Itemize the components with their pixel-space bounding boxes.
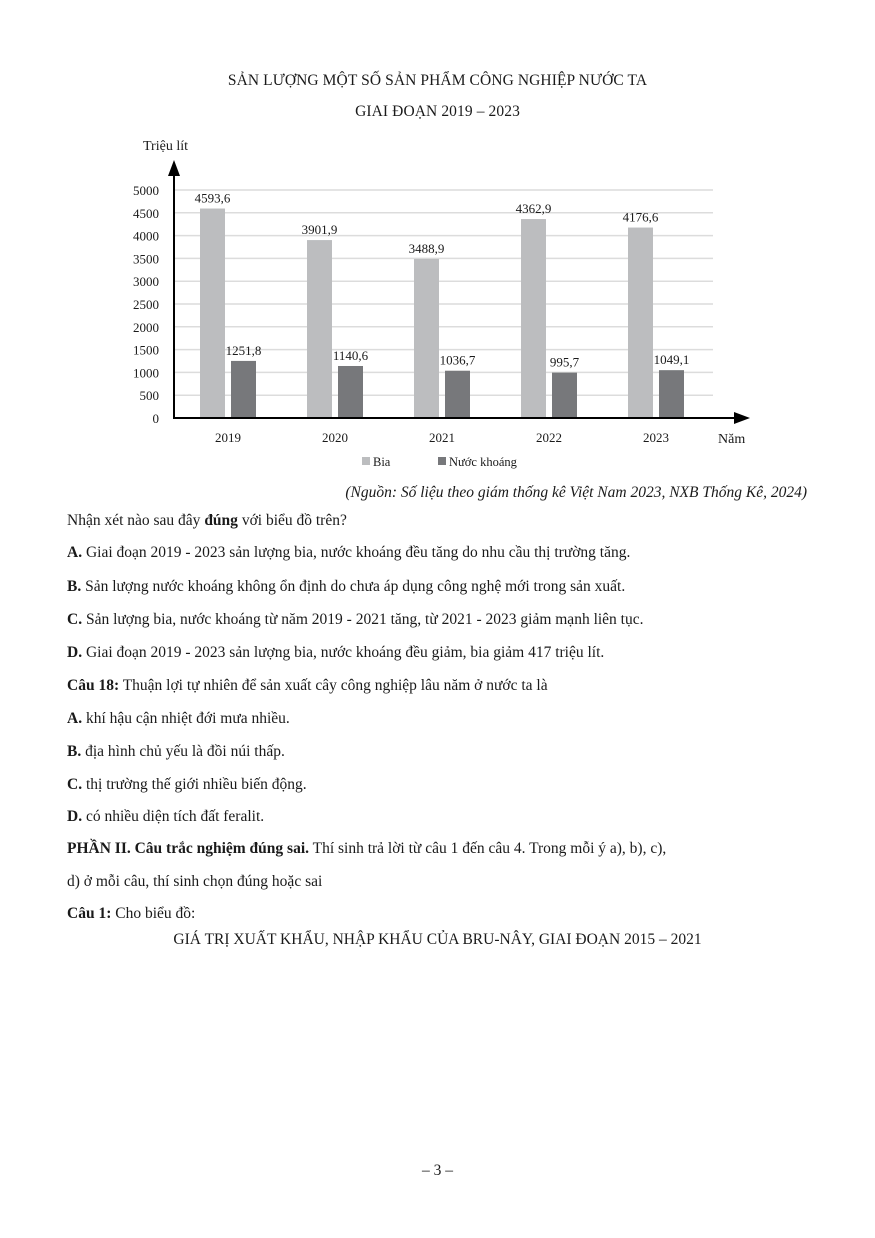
- option-letter: D.: [67, 644, 83, 661]
- y-tick-label: 4500: [133, 205, 159, 221]
- question-17-prompt: [67, 512, 347, 530]
- option-text: có nhiều diện tích đất feralit.: [82, 808, 265, 825]
- bar-chart: [0, 0, 875, 480]
- part-2-instruction: d) ở mỗi câu, thí sinh chọn đúng hoặc sai: [67, 873, 323, 890]
- question-label: Câu 18:: [67, 677, 120, 694]
- legend-label: Bia: [373, 455, 391, 469]
- option-text: Sản lượng nước khoáng không ổn định do chưa áp dụng công nghệ mới trong sản xuất.: [81, 578, 626, 595]
- x-ticks: [215, 430, 669, 445]
- part-2-heading: [67, 840, 666, 858]
- legend-label: Nước khoáng: [449, 455, 517, 469]
- option-letter: A.: [67, 710, 83, 727]
- y-tick-label: 0: [152, 411, 159, 426]
- y-tick-label: 5000: [133, 183, 159, 198]
- bar-nuoc-khoang: [231, 361, 256, 418]
- bar-nuoc-khoang: [659, 370, 684, 418]
- y-tick-label: 3500: [133, 251, 159, 267]
- option-text: Sản lượng bia, nước khoáng từ năm 2019 - 2021 tăng, từ 2021 - 2023 giảm mạnh liên tục.: [82, 611, 644, 628]
- data-label: 4362,9: [515, 201, 552, 217]
- x-tick-label: 2021: [429, 430, 455, 445]
- x-axis-arrow-icon: [734, 412, 750, 424]
- data-label: 1049,1: [653, 352, 690, 368]
- bar-bia: [414, 259, 439, 418]
- q17-option-b: [67, 578, 625, 596]
- question-18-prompt: [67, 677, 548, 695]
- chart-source: (Nguồn: Số liệu theo giám thống kê Việt Nam 2023, NXB Thống Kê, 2024): [345, 484, 807, 501]
- question-label: Câu 1:: [67, 905, 112, 922]
- data-label: 3901,9: [301, 222, 338, 238]
- q18-option-b: [67, 743, 285, 761]
- data-labels: [195, 191, 690, 370]
- y-axis-label: Triệu lít: [143, 139, 188, 154]
- option-letter: B.: [67, 743, 82, 760]
- bar-nuoc-khoang: [552, 373, 577, 418]
- bar-bia: [200, 209, 225, 418]
- y-tick-label: 1500: [133, 342, 159, 358]
- option-text: khí hậu cận nhiệt đới mưa nhiều.: [82, 710, 290, 727]
- y-axis-arrow-icon: [168, 160, 180, 176]
- option-text: thị trường thế giới nhiều biến động.: [82, 776, 307, 793]
- option-text: Giai đoạn 2019 - 2023 sản lượng bia, nước khoáng đều tăng do nhu cầu thị trường tăng.: [82, 544, 631, 561]
- q18-option-c: [67, 776, 307, 794]
- chart-title: SẢN LƯỢNG MỘT SỐ SẢN PHẨM CÔNG NGHIỆP NƯỚC TA: [227, 72, 648, 89]
- q18-option-a: [67, 710, 290, 728]
- chart-subtitle: GIAI ĐOẠN 2019 – 2023: [355, 103, 520, 120]
- legend-swatch-icon: [362, 457, 370, 465]
- page-number: – 3 –: [422, 1162, 453, 1179]
- q17-option-d: [67, 644, 604, 662]
- bar-bia: [628, 228, 653, 418]
- y-tick-label: 2500: [133, 297, 159, 312]
- q17-option-c: [67, 611, 644, 629]
- option-letter: C.: [67, 776, 83, 793]
- y-tick-label: 4000: [133, 228, 159, 244]
- x-axis-label: Năm: [718, 432, 746, 447]
- x-tick-label: 2019: [215, 430, 241, 445]
- prompt-text: Thuận lợi tự nhiên để sản xuất cây công nghiệp lâu năm ở nước ta là: [119, 677, 548, 694]
- option-letter: D.: [67, 808, 83, 825]
- y-tick-label: 500: [139, 388, 159, 404]
- part-2-question-1: [67, 905, 195, 923]
- option-text: địa hình chủ yếu là đồi núi thấp.: [81, 743, 285, 760]
- data-label: 1251,8: [225, 342, 262, 358]
- section-title: PHẦN II. Câu trắc nghiệm đúng sai.: [67, 840, 309, 857]
- q17-option-a: [67, 544, 630, 562]
- y-tick-label: 3000: [133, 274, 159, 290]
- option-text: Giai đoạn 2019 - 2023 sản lượng bia, nước khoáng đều giảm, bia giảm 417 triệu lít.: [82, 644, 605, 661]
- prompt-emphasis: đúng: [204, 512, 238, 529]
- option-letter: A.: [67, 544, 83, 561]
- y-ticks: [133, 183, 159, 426]
- data-label: 3488,9: [408, 240, 445, 256]
- data-label: 4593,6: [194, 190, 231, 206]
- y-tick-label: 1000: [133, 365, 159, 381]
- prompt-text: với biểu đồ trên?: [237, 512, 347, 529]
- y-tick-label: 2000: [133, 319, 159, 335]
- x-tick-label: 2020: [322, 430, 348, 445]
- bar-nuoc-khoang: [338, 366, 363, 418]
- bar-bia: [307, 240, 332, 418]
- data-label: 4176,6: [622, 209, 659, 225]
- legend-swatch-icon: [438, 457, 446, 465]
- data-label: 1036,7: [439, 352, 476, 368]
- data-label: 995,7: [549, 354, 580, 370]
- prompt-text: Nhận xét nào sau đây: [67, 512, 205, 529]
- legend: [362, 455, 518, 469]
- option-letter: B.: [67, 578, 82, 595]
- question-1-chart-title: GIÁ TRỊ XUẤT KHẨU, NHẬP KHẨU CỦA BRU-NÂY, GIAI ĐOẠN 2015 – 2021: [173, 931, 702, 948]
- prompt-text: Cho biểu đồ:: [111, 905, 196, 922]
- data-label: 1140,6: [332, 347, 369, 363]
- bar-nuoc-khoang: [445, 371, 470, 418]
- x-tick-label: 2023: [643, 430, 669, 445]
- bar-bia: [521, 219, 546, 418]
- x-tick-label: 2022: [536, 430, 562, 445]
- instruction-text: Thí sinh trả lời từ câu 1 đến câu 4. Trong mỗi ý a), b), c),: [309, 840, 667, 857]
- option-letter: C.: [67, 611, 83, 628]
- q18-option-d: [67, 808, 264, 826]
